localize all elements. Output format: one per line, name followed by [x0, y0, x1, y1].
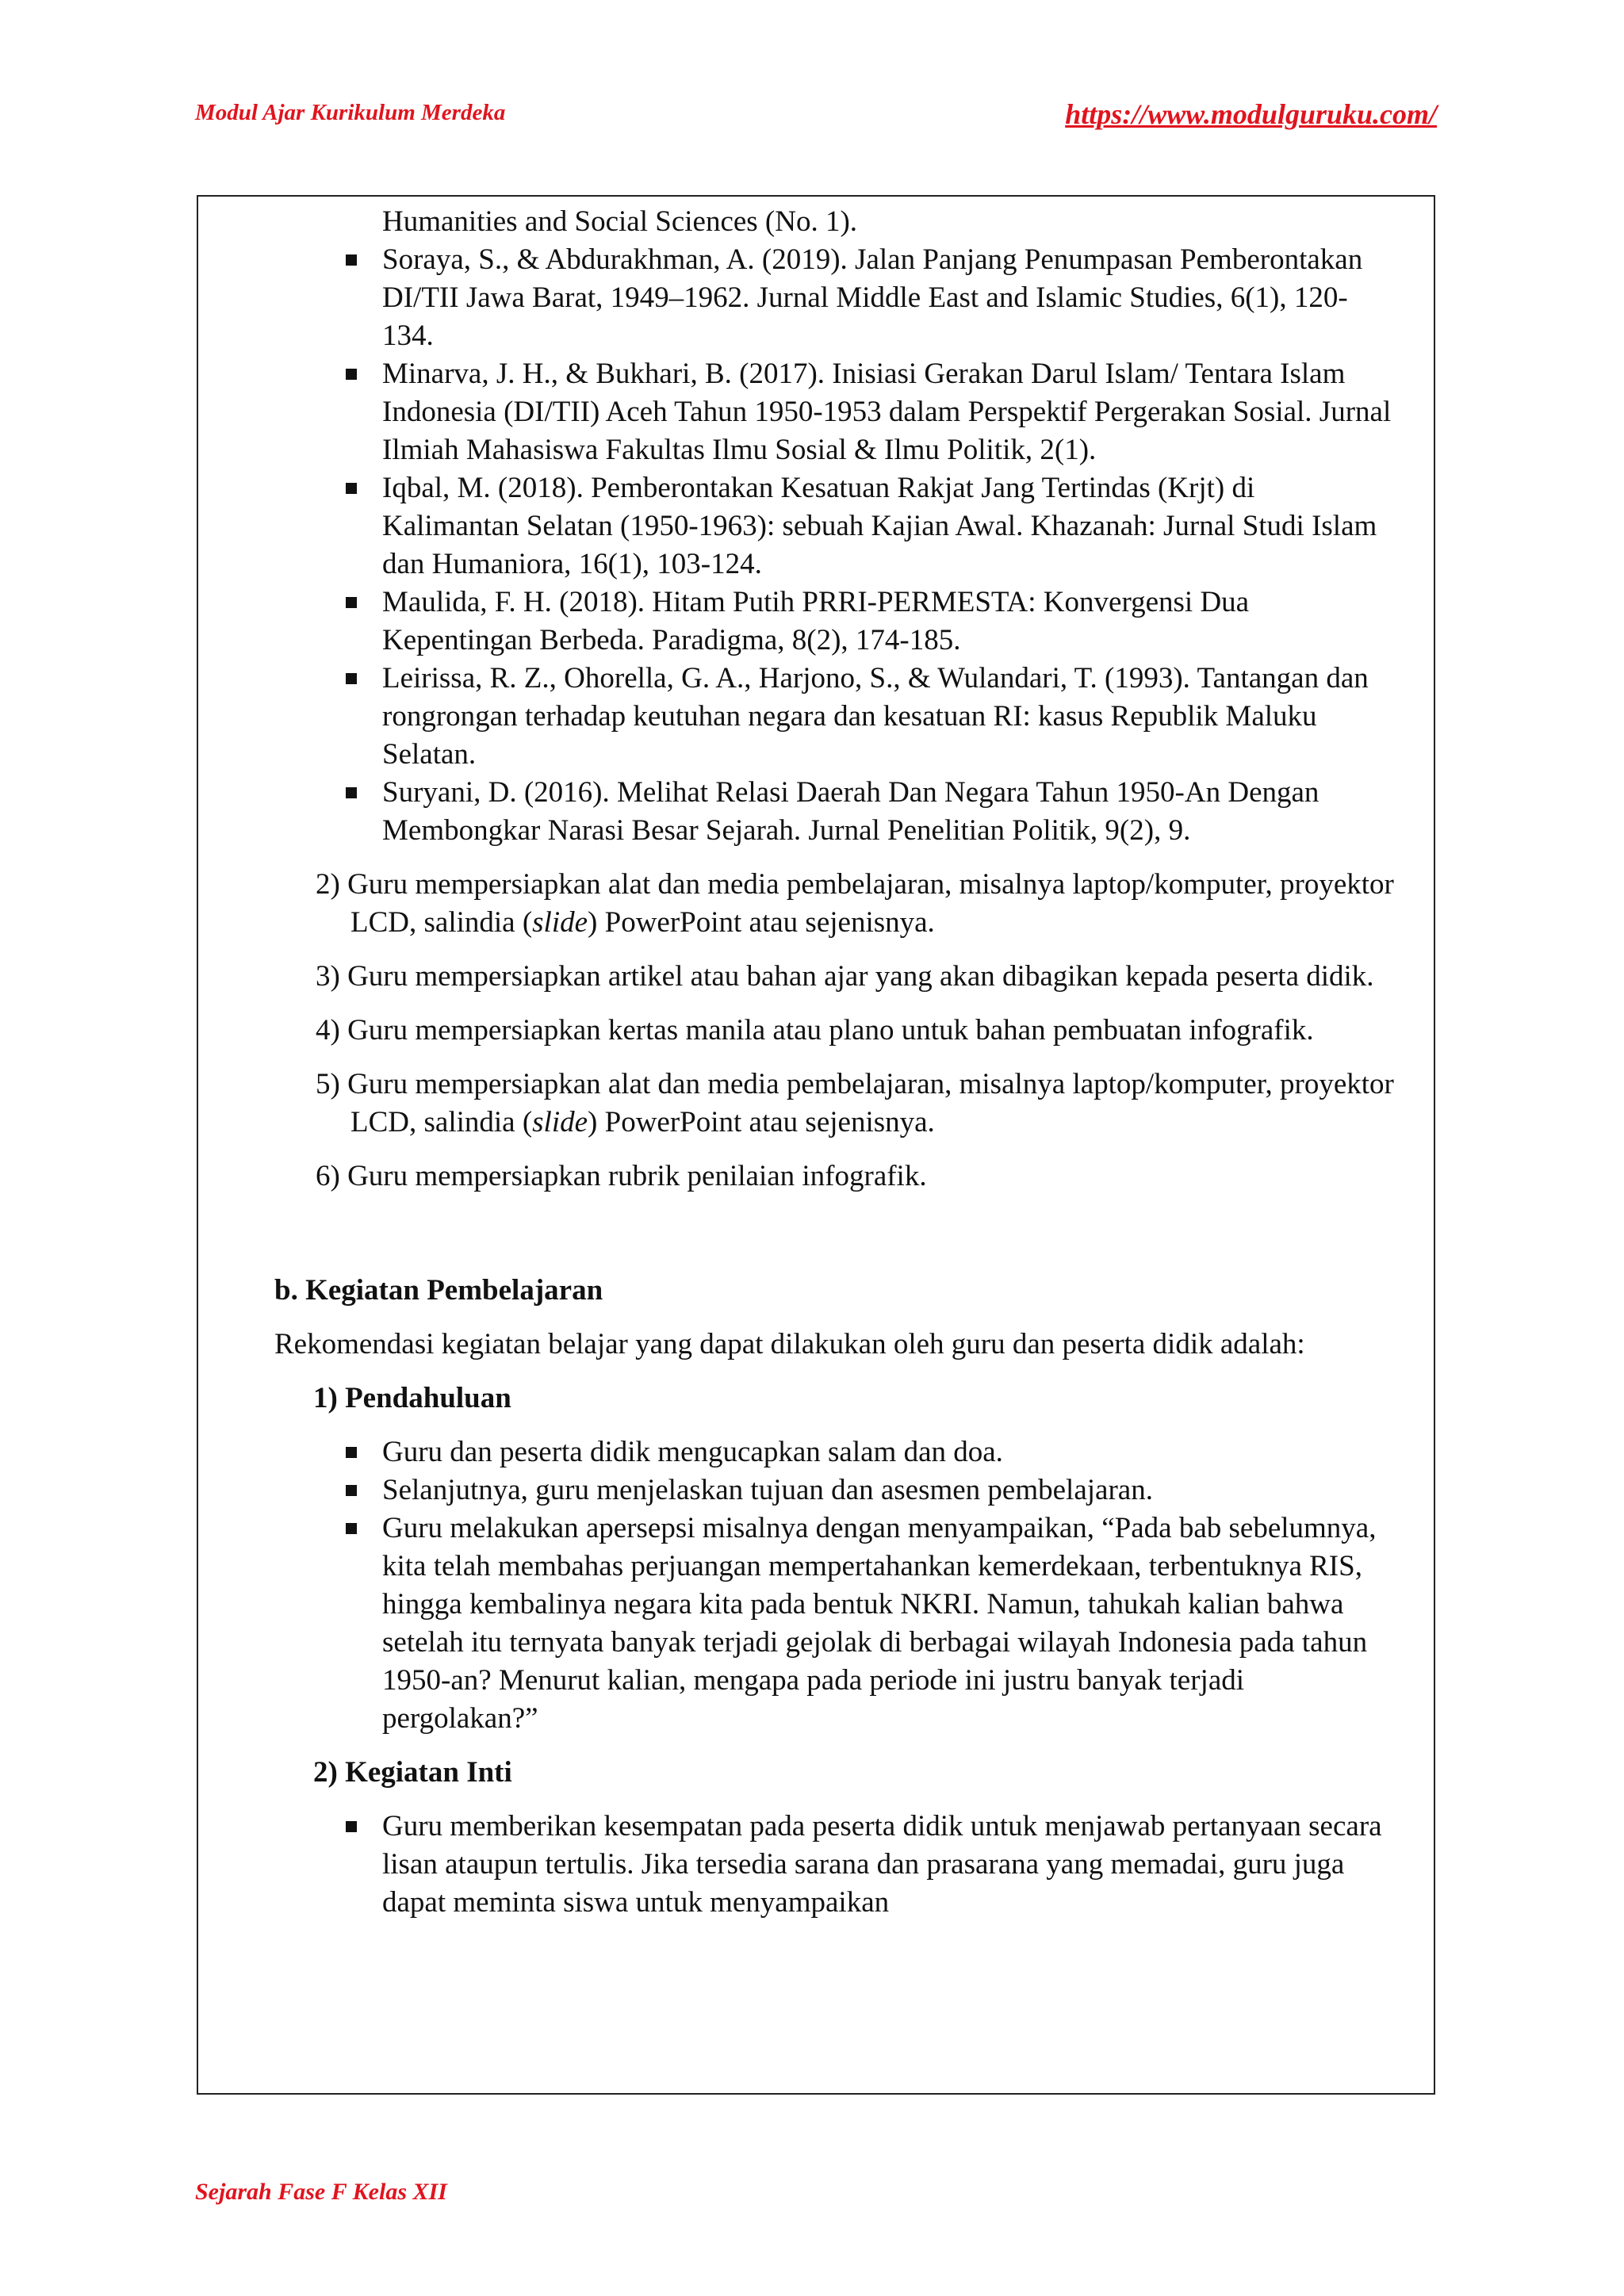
inti-list — [346, 1808, 1392, 1922]
list-item: Guru melakukan apersepsi misalnya dengan menyampaikan, “Pada bab sebelumnya, kita telah membahas perjuangan mempertahankan kemerdekaan, terbentuknya RIS, hingga kembalinya negara kita pada bentuk NKRI. Namun, tahukah kalian bahwa setelah itu ternyata banyak terjadi gejolak di berbagai wilayah Indonesia pada tahun 1950-an? Menurut kalian, mengapa pada periode ini justru banyak terjadi pergolakan?” — [346, 1510, 1392, 1738]
bullet-square-icon — [346, 673, 357, 684]
reference-item: Minarva, J. H., & Bukhari, B. (2017). Inisiasi Gerakan Darul Islam/ Tentara Islam Indonesia (DI/TII) Aceh Tahun 1950-1953 dalam Perspektif Pergerakan Sosial. Jurnal Ilmiah Mahasiswa Fakultas Ilmu Sosial & Ilmu Politik, 2(1). — [346, 355, 1392, 469]
prep-item-2: 2) Guru mempersiapkan alat dan media pembelajaran, misalnya laptop/komputer, proyektor LCD, salindia (slide) PowerPoint atau sejenisnya. — [316, 868, 1394, 939]
content-body — [198, 197, 1434, 1922]
bullet-square-icon — [346, 1447, 357, 1458]
bullet-square-icon — [346, 1523, 357, 1534]
list-item: Guru memberikan kesempatan pada peserta didik untuk menjawab pertanyaan secara lisan ataupun tertulis. Jika tersedia sarana dan prasarana yang memadai, guru juga dapat meminta siswa untuk menyampaikan — [346, 1808, 1392, 1922]
prep-item-3: 3) Guru mempersiapkan artikel atau bahan ajar yang akan dibagikan kepada peserta didik. — [316, 960, 1374, 993]
bullet-square-icon — [346, 369, 357, 380]
reference-item: Soraya, S., & Abdurakhman, A. (2019). Jalan Panjang Penumpasan Pemberontakan DI/TII Jawa Barat, 1949–1962. Jurnal Middle East and Islamic Studies, 6(1), 120-134. — [346, 241, 1392, 355]
subsection-title-inti: 2) Kegiatan Inti — [313, 1756, 512, 1789]
reference-list — [346, 203, 1392, 850]
prep-item-4: 4) Guru mempersiapkan kertas manila atau plano untuk bahan pembuatan infografik. — [316, 1014, 1314, 1047]
section-intro: Rekomendasi kegiatan belajar yang dapat dilakukan oleh guru dan peserta didik adalah: — [274, 1328, 1305, 1360]
list-item: Selanjutnya, guru menjelaskan tujuan dan asesmen pembelajaran. — [346, 1471, 1392, 1510]
reference-item: Suryani, D. (2016). Melihat Relasi Daerah Dan Negara Tahun 1950-An Dengan Membongkar Narasi Besar Sejarah. Jurnal Penelitian Politik, 9(2), 9. — [346, 774, 1392, 850]
reference-continuation: Humanities and Social Sciences (No. 1). — [382, 205, 858, 238]
reference-item: Iqbal, M. (2018). Pemberontakan Kesatuan Rakjat Jang Tertindas (Krjt) di Kalimantan Selatan (1950-1963): sebuah Kajian Awal. Khazanah: Jurnal Studi Islam dan Humaniora, 16(1), 103-124. — [346, 469, 1392, 584]
bullet-square-icon — [346, 1821, 357, 1832]
list-item: Guru dan peserta didik mengucapkan salam dan doa. — [346, 1433, 1392, 1471]
prep-item-6: 6) Guru mempersiapkan rubrik penilaian infografik. — [316, 1160, 927, 1192]
pendahuluan-list — [346, 1433, 1392, 1738]
subsection-title-pendahuluan: 1) Pendahuluan — [313, 1382, 511, 1414]
prep-item-5: 5) Guru mempersiapkan alat dan media pembelajaran, misalnya laptop/komputer, proyektor LCD, salindia (slide) PowerPoint atau sejenisnya. — [316, 1068, 1394, 1138]
header-link[interactable]: https://www.modulguruku.com/ — [1065, 98, 1437, 130]
bullet-square-icon — [346, 597, 357, 608]
header-title: Modul Ajar Kurikulum Merdeka — [195, 100, 506, 125]
bullet-square-icon — [346, 483, 357, 494]
footer-text: Sejarah Fase F Kelas XII — [195, 2179, 447, 2205]
reference-item: Maulida, F. H. (2018). Hitam Putih PRRI-PERMESTA: Konvergensi Dua Kepentingan Berbeda. Paradigma, 8(2), 174-185. — [346, 584, 1392, 660]
bullet-square-icon — [346, 787, 357, 798]
section-heading: b. Kegiatan Pembelajaran — [274, 1274, 603, 1307]
bullet-square-icon — [346, 1485, 357, 1496]
bullet-square-icon — [346, 254, 357, 266]
reference-item: Leirissa, R. Z., Ohorella, G. A., Harjono, S., & Wulandari, T. (1993). Tantangan dan rongrongan terhadap keutuhan negara dan kesatuan RI: kasus Republik Maluku Selatan. — [346, 660, 1392, 774]
content-frame — [197, 195, 1435, 2095]
